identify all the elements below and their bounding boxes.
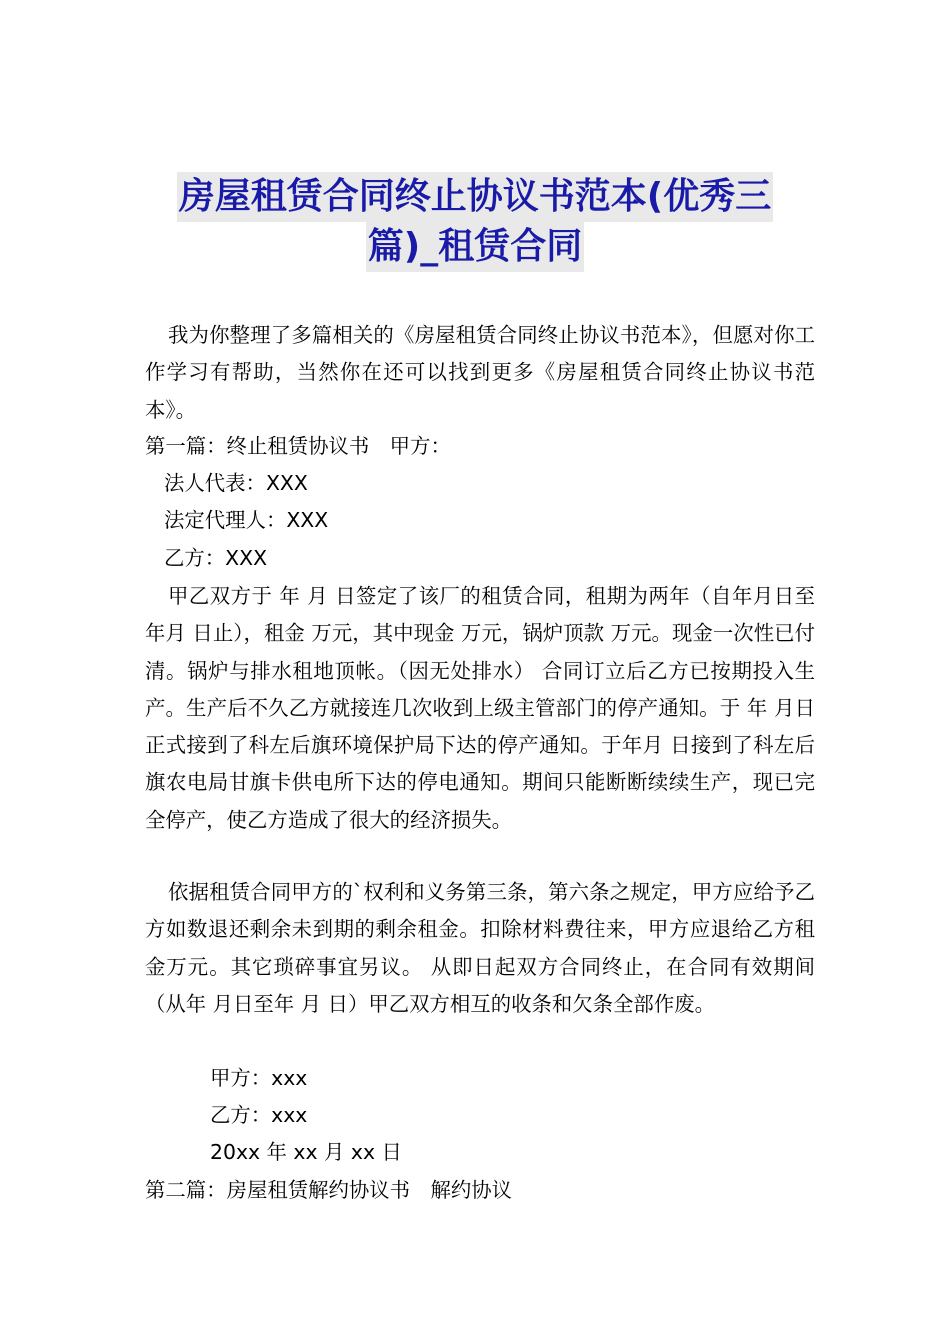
legal-agent: 法定代理人：XXX — [164, 508, 329, 532]
section1-heading: 第一篇：终止租赁协议书 甲方： — [145, 434, 451, 458]
title-line-1: 房屋租赁合同终止协议书范本(优秀三 — [177, 172, 773, 222]
party-b-line: 乙方：XXX — [164, 546, 268, 570]
signature-date: 20xx 年 xx 月 xx 日 — [210, 1140, 402, 1164]
section2-heading: 第二篇：房屋租赁解约协议书 解约协议 — [145, 1178, 513, 1202]
intro-paragraph: 我为你整理了多篇相关的《房屋租赁合同终止协议书范本》，但愿对你工作学习有帮助，当然你在还可以找到更多《房屋租赁合同终止协议书范本》。 — [145, 323, 815, 422]
title-line-2: 篇)_租赁合同 — [366, 222, 584, 272]
document-title — [145, 172, 805, 272]
contract-paragraph-1-block — [145, 578, 815, 839]
contract-paragraph-2: 依据租赁合同甲方的`权利和义务第三条，第六条之规定，甲方应给予乙方如数退还剩余未到期的剩余租金。扣除材料费往来，甲方应退给乙方租金万元。其它琐碎事宜另议。 从即日起双方合同终止，在合同有效期间（从年 月日至年 月 日）甲乙双方相互的收条和欠条全部作废。 — [145, 880, 815, 1016]
intro-paragraph-block — [145, 317, 815, 429]
signature-party-b: 乙方：xxx — [210, 1103, 308, 1127]
contract-paragraph-2-block — [145, 874, 815, 1023]
legal-representative: 法人代表：XXX — [164, 471, 308, 495]
contract-paragraph-1: 甲乙双方于 年 月 日签定了该厂的租赁合同，租期为两年（自年月日至 年月 日止），租金 万元，其中现金 万元，锅炉顶款 万元。现金一次性已付清。锅炉与排水租地顶帐。（因无处排水） 合同订立后乙方已按期投入生产。生产后不久乙方就接连几次收到上级主管部门的停产通知。于 年 月日正式接到了科左后旗环境保护局下达的停产通知。于年月 日接到了科左后旗农电局甘旗卡供电所下达的停电通知。期间只能断断续续生产，现已完全停产，使乙方造成了很大的经济损失。 — [145, 584, 815, 832]
signature-party-a: 甲方：xxx — [210, 1066, 308, 1090]
